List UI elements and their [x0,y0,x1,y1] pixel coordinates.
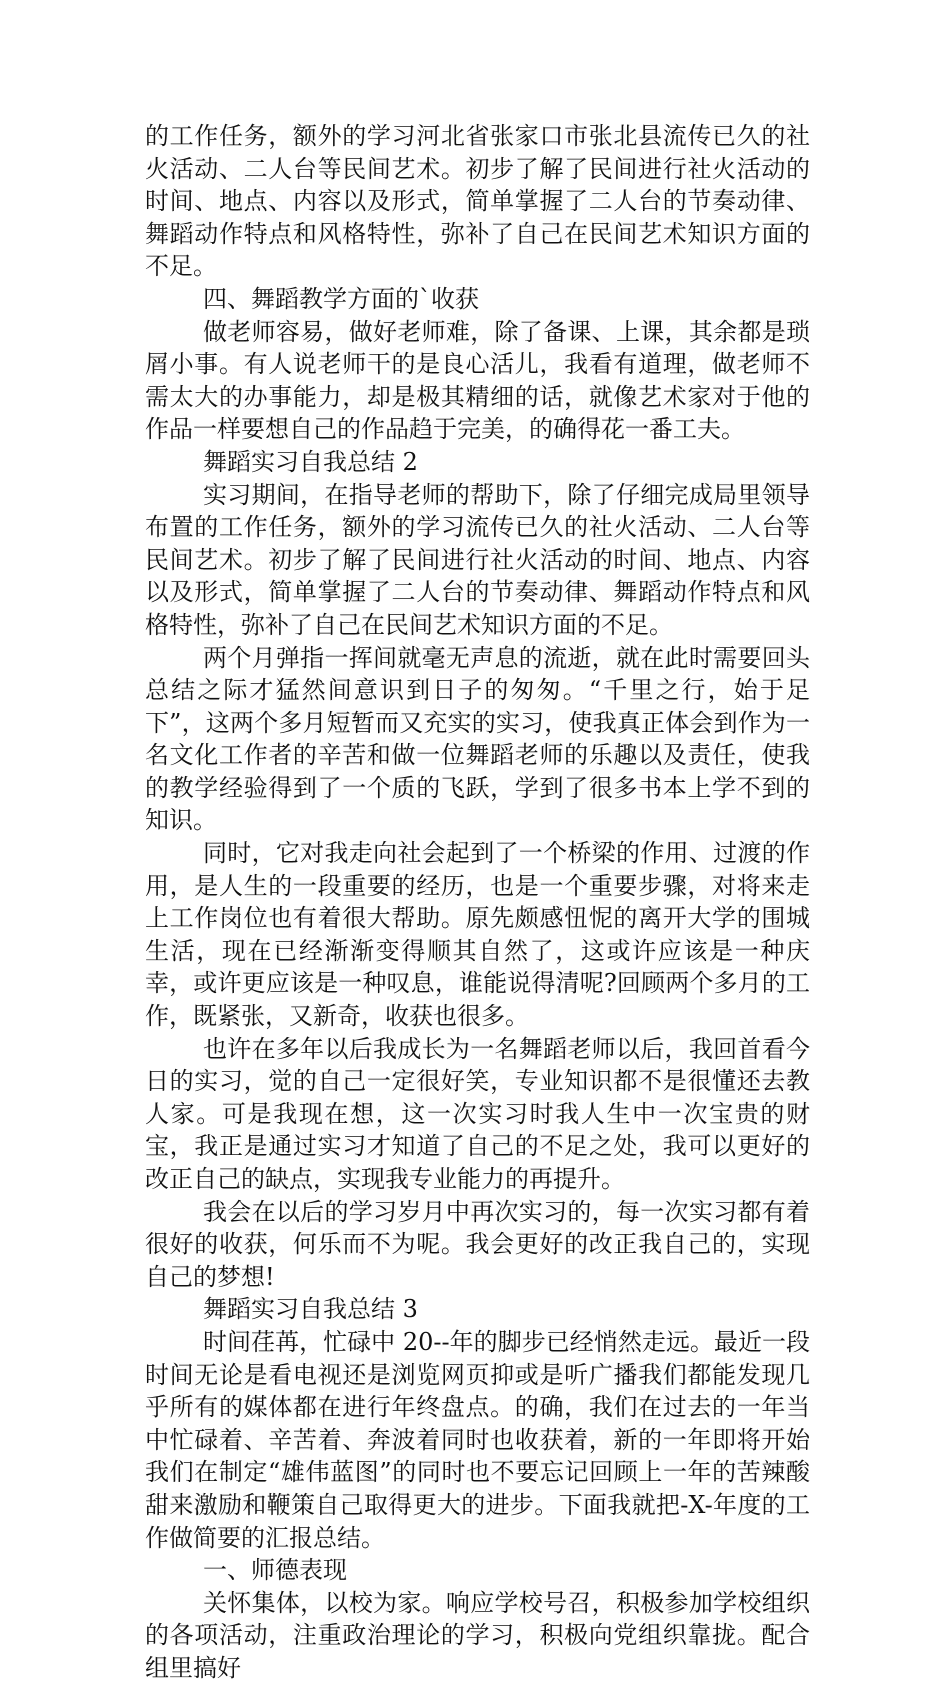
paragraph: 做老师容易，做好老师难，除了备课、上课，其余都是琐屑小事。有人说老师干的是良心活儿，我看有道理，做老师不需太大的办事能力，却是极其精细的话，就像艺术家对于他的作品一样要想自己的作品趋于完美，的确得花一番工夫。 [145,317,810,444]
section-heading-summary-3: 舞蹈实习自我总结 3 [203,1295,418,1324]
section-heading-summary-2: 舞蹈实习自我总结 2 [203,447,418,476]
paragraph: 同时，它对我走向社会起到了一个桥梁的作用、过渡的作用，是人生的一段重要的经历，也是一个重要步骤，对将来走上工作岗位也有着很大帮助。原先颇感忸怩的离开大学的围城生活，现在已经渐渐变得顺其自然了，这或许应该是一种庆幸，或许更应该是一种叹息，谁能说得清呢?回顾两个多月的工作，既紧张，又新奇，收获也很多。 [145,839,810,1031]
paragraph: 实习期间，在指导老师的帮助下，除了仔细完成局里领导布置的工作任务，额外的学习流传已久的社火活动、二人台等民间艺术。初步了解了民间进行社火活动的时间、地点、内容以及形式，简单掌握了二人台的节奏动律、舞蹈动作特点和风格特性，弥补了自己在民间艺术知识方面的不足。 [145,480,810,639]
section-heading-ethics: 一、师德表现 [203,1556,347,1585]
paragraph: 关怀集体，以校为家。响应学校号召，积极参加学校组织的各项活动，注重政治理论的学习，积极向党组织靠拢。配合组里搞好 [145,1588,810,1682]
paragraph-continuation: 的工作任务，额外的学习河北省张家口市张北县流传已久的社火活动、二人台等民间艺术。初步了解了民间进行社火活动的时间、地点、内容以及形式，简单掌握了二人台的节奏动律、舞蹈动作特点和风格特性，弥补了自己在民间艺术知识方面的不足。 [145,122,810,281]
paragraph: 我会在以后的学习岁月中再次实习的，每一次实习都有着很好的收获，何乐而不为呢。我会更好的改正我自己的，实现自己的梦想! [145,1197,810,1291]
paragraph: 两个月弹指一挥间就毫无声息的流逝，就在此时需要回头总结之际才猛然间意识到日子的匆匆。“千里之行，始于足下”，这两个多月短暂而又充实的实习，使我真正体会到作为一名文化工作者的辛苦和做一位舞蹈老师的乐趣以及责任，使我的教学经验得到了一个质的飞跃，学到了很多书本上学不到的知识。 [145,643,810,835]
document-body [145,120,810,1685]
section-heading-teaching-gains: 四、舞蹈教学方面的`收获 [203,284,479,313]
paragraph: 时间荏苒，忙碌中 20--年的脚步已经悄然走远。最近一段时间无论是看电视还是浏览网页抑或是听广播我们都能发现几乎所有的媒体都在进行年终盘点。的确，我们在过去的一年当中忙碌着、辛苦着、奔波着同时也收获着，新的一年即将开始我们在制定“雄伟蓝图”的同时也不要忘记回顾上一年的苦辣酸甜来激励和鞭策自己取得更大的进步。下面我就把-X-年度的工作做简要的汇报总结。 [145,1327,810,1552]
paragraph: 也许在多年以后我成长为一名舞蹈老师以后，我回首看今日的实习，觉的自己一定很好笑，专业知识都不是很懂还去教人家。可是我现在想，这一次实习时我人生中一次宝贵的财宝，我正是通过实习才知道了自己的不足之处，我可以更好的改正自己的缺点，实现我专业能力的再提升。 [145,1034,810,1193]
